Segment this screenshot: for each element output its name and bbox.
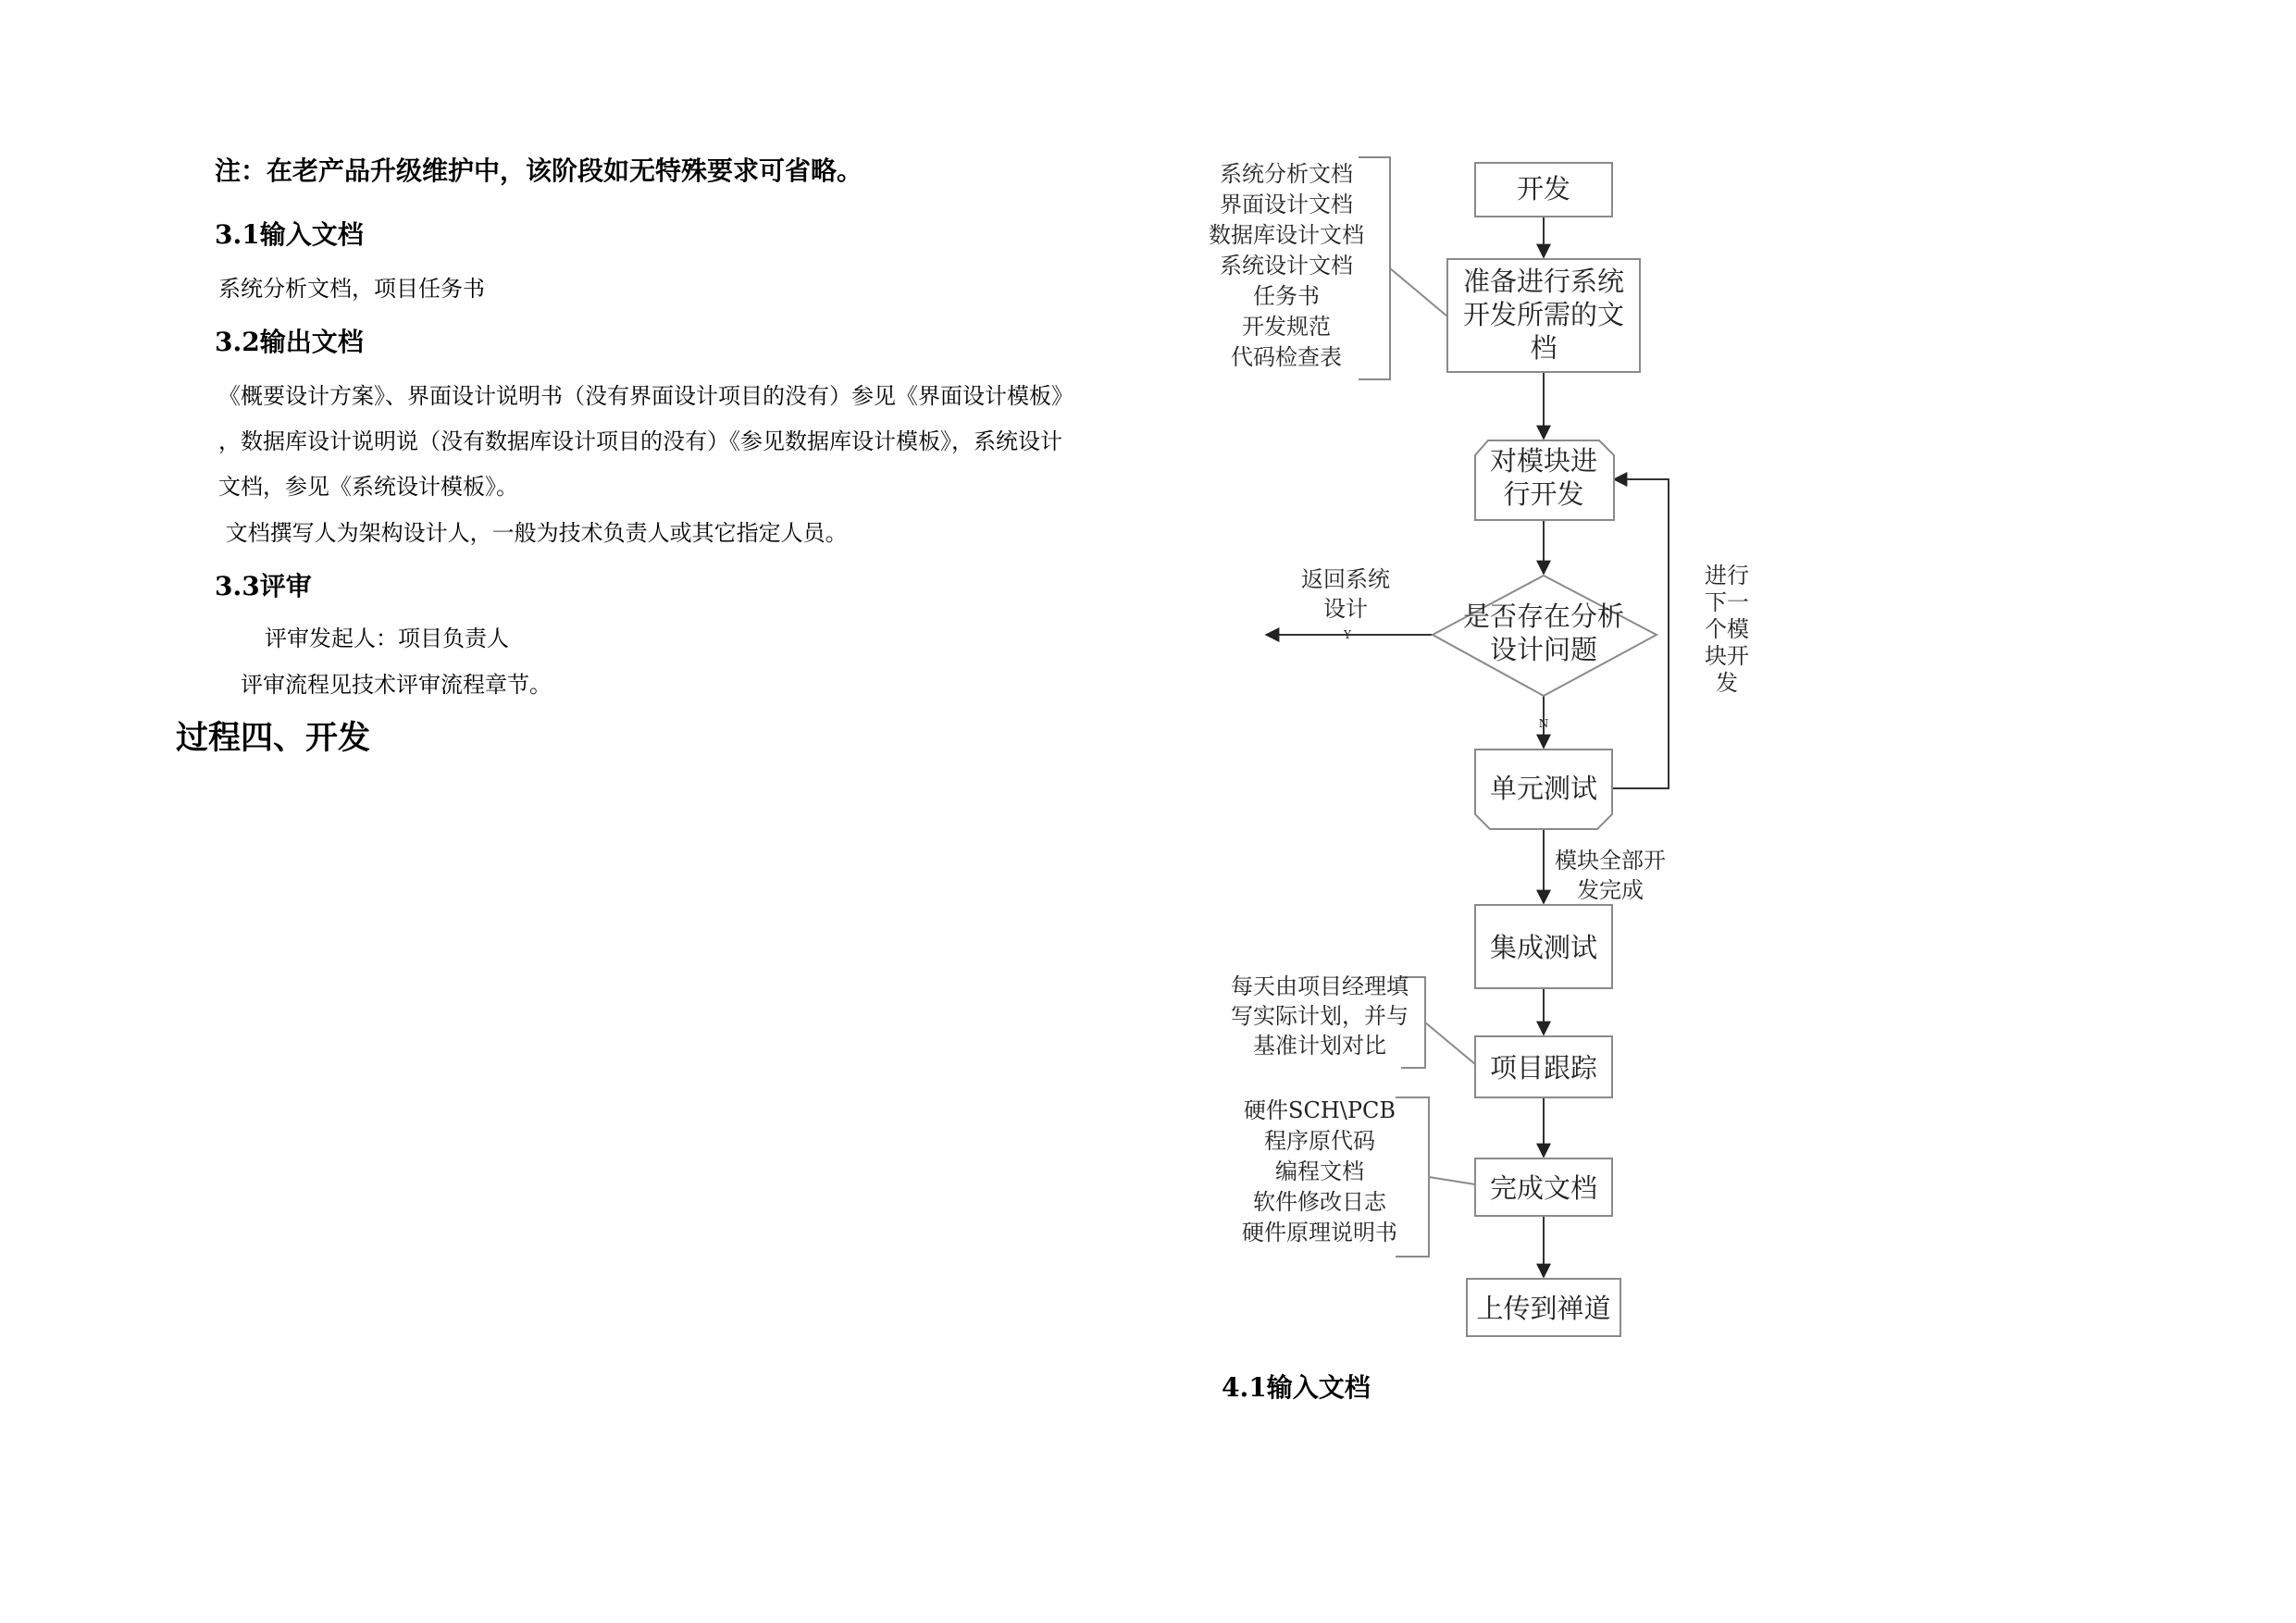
svg-text:完成文档: 完成文档 bbox=[1489, 1172, 1598, 1204]
svg-text:设计问题: 设计问题 bbox=[1489, 634, 1598, 665]
return-to-design-label bbox=[1301, 566, 1390, 622]
svg-text:基准计划对比: 基准计划对比 bbox=[1253, 1033, 1386, 1059]
node-integration-test bbox=[1475, 905, 1612, 988]
svg-text:任务书: 任务书 bbox=[1253, 283, 1320, 309]
svg-text:发完成: 发完成 bbox=[1577, 877, 1644, 903]
svg-text:硬件SCH\PCB: 硬件SCH\PCB bbox=[1244, 1097, 1396, 1123]
svg-text:软件修改日志: 软件修改日志 bbox=[1253, 1189, 1386, 1215]
svg-text:对模块进: 对模块进 bbox=[1489, 445, 1598, 477]
svg-text:集成测试: 集成测试 bbox=[1489, 932, 1598, 963]
tracking-note-connector bbox=[1425, 1022, 1475, 1064]
svg-text:进行: 进行 bbox=[1705, 563, 1749, 588]
section-3-1-text: 系统分析文档，项目任务书 bbox=[218, 276, 485, 302]
section-3-1-heading: 3.1输入文档 bbox=[215, 219, 364, 250]
svg-text:硬件原理说明书: 硬件原理说明书 bbox=[1242, 1220, 1397, 1245]
next-module-label bbox=[1705, 563, 1749, 696]
svg-text:开发: 开发 bbox=[1516, 173, 1571, 204]
svg-text:档: 档 bbox=[1530, 332, 1558, 364]
prepare-docs-list bbox=[1209, 161, 1364, 370]
output-docs-list bbox=[1242, 1097, 1397, 1245]
node-tracking bbox=[1475, 1036, 1612, 1097]
node-unit-test bbox=[1475, 750, 1612, 829]
section-3-3-line-1: 评审发起人：项目负责人 bbox=[265, 626, 509, 651]
svg-text:模块全部开: 模块全部开 bbox=[1555, 848, 1666, 873]
svg-text:程序原代码: 程序原代码 bbox=[1264, 1128, 1375, 1154]
node-prepare bbox=[1447, 259, 1640, 372]
svg-text:准备进行系统: 准备进行系统 bbox=[1462, 266, 1625, 297]
svg-text:个模: 个模 bbox=[1705, 616, 1749, 642]
svg-text:数据库设计文档: 数据库设计文档 bbox=[1209, 222, 1364, 248]
node-decision bbox=[1433, 576, 1657, 696]
no-label: N bbox=[1538, 717, 1549, 730]
svg-text:界面设计文档: 界面设计文档 bbox=[1220, 192, 1353, 217]
svg-text:上传到禅道: 上传到禅道 bbox=[1476, 1293, 1611, 1324]
node-dev-module bbox=[1475, 440, 1614, 520]
prepare-docs-bracket bbox=[1359, 157, 1390, 379]
section-3-3-line-2: 评审流程见技术评审流程章节。 bbox=[241, 672, 552, 698]
svg-text:项目跟踪: 项目跟踪 bbox=[1489, 1052, 1598, 1084]
svg-text:行开发: 行开发 bbox=[1503, 478, 1584, 510]
svg-text:系统分析文档: 系统分析文档 bbox=[1220, 161, 1353, 187]
prepare-docs-connector bbox=[1390, 268, 1447, 316]
section-3-2-heading: 3.2输出文档 bbox=[215, 327, 364, 357]
node-start bbox=[1475, 163, 1612, 217]
output-docs-connector bbox=[1429, 1177, 1475, 1184]
svg-text:编程文档: 编程文档 bbox=[1275, 1158, 1364, 1184]
svg-text:开发规范: 开发规范 bbox=[1242, 314, 1331, 340]
svg-text:下一: 下一 bbox=[1705, 589, 1749, 615]
section-4-1-heading: 4.1输入文档 bbox=[1222, 1372, 1371, 1403]
svg-text:开发所需的文: 开发所需的文 bbox=[1462, 299, 1625, 330]
all-modules-done-label bbox=[1555, 848, 1666, 903]
process-4-heading: 过程四、开发 bbox=[176, 719, 371, 757]
svg-text:设计: 设计 bbox=[1323, 596, 1368, 622]
yes-label: Y bbox=[1344, 628, 1351, 641]
svg-text:代码检查表: 代码检查表 bbox=[1231, 344, 1342, 370]
node-complete-docs bbox=[1475, 1158, 1612, 1216]
section-3-2-line-4: 文档撰写人为架构设计人，一般为技术负责人或其它指定人员。 bbox=[218, 520, 848, 546]
tracking-note bbox=[1231, 973, 1410, 1059]
svg-text:每天由项目经理填: 每天由项目经理填 bbox=[1231, 973, 1409, 999]
svg-text:是否存在分析: 是否存在分析 bbox=[1462, 601, 1625, 632]
svg-text:写实际计划，并与: 写实际计划，并与 bbox=[1231, 1003, 1409, 1029]
section-3-3-heading: 3.3评审 bbox=[215, 571, 312, 601]
section-3-2-line-1: 《概要设计方案》、界面设计说明书（没有界面设计项目的没有）参见《界面设计模板》 bbox=[218, 383, 1074, 409]
svg-text:发: 发 bbox=[1716, 670, 1738, 696]
svg-text:返回系统: 返回系统 bbox=[1301, 566, 1390, 592]
svg-text:块开: 块开 bbox=[1705, 643, 1749, 669]
node-upload bbox=[1467, 1279, 1620, 1336]
section-3-2-line-2: ，数据库设计说明说（没有数据库设计项目的没有）《参见数据库设计模板》，系统设计 bbox=[218, 428, 1062, 454]
section-3-2-line-3: 文档，参见《系统设计模板》。 bbox=[218, 474, 518, 500]
output-docs-bracket bbox=[1396, 1097, 1429, 1257]
note-text: 注：在老产品升级维护中，该阶段如无特殊要求可省略。 bbox=[215, 155, 863, 186]
svg-text:单元测试: 单元测试 bbox=[1489, 773, 1598, 804]
svg-text:系统设计文档: 系统设计文档 bbox=[1220, 253, 1353, 279]
